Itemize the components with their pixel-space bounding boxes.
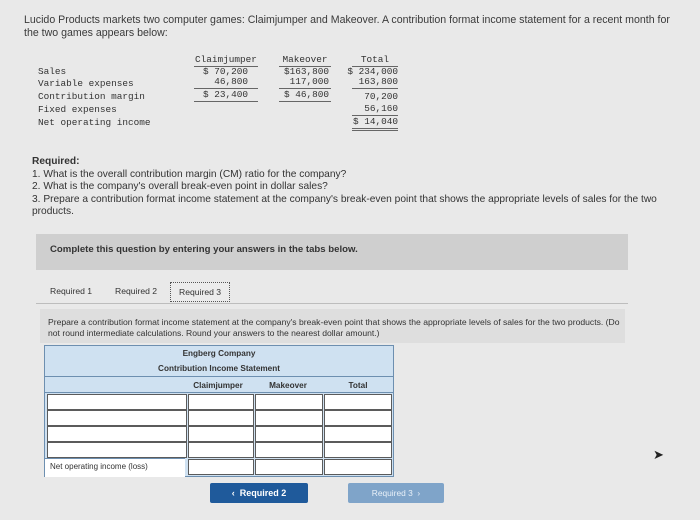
amount-input-3-makeover[interactable] — [255, 426, 323, 442]
amount-input-2-total[interactable] — [324, 410, 392, 426]
amount-input-2-claimjumper[interactable] — [188, 410, 254, 426]
intro-text: Lucido Products markets two computer games: Claimjumper and Makeover. A contribution format income statement for a recent month for the two games appears below: — [24, 14, 670, 39]
col-header-total: Total — [360, 54, 390, 65]
next-button-label: Required 3 — [371, 488, 413, 498]
net-input-claimjumper[interactable] — [188, 459, 254, 475]
required-item-3: 3. Prepare a contribution format income statement at the company's break-even point that shows the appropriate levels of sales for the two products. — [32, 193, 657, 217]
required-item-2: 2. What is the company's overall break-even point in dollar sales? — [32, 181, 328, 192]
company-name: Engberg Company — [182, 349, 256, 358]
row-label-input-2[interactable] — [47, 410, 187, 426]
cell-sales-total: $ 234,000 — [347, 66, 398, 77]
required-item-1: 1. What is the overall contribution margin (CM) ratio for the company? — [32, 168, 347, 180]
cell-variable-claimjumper: 46,800 — [214, 76, 248, 87]
instructions-banner — [36, 234, 628, 270]
amount-input-4-makeover[interactable] — [255, 442, 323, 458]
prev-button-label: Required 2 — [239, 488, 287, 498]
statement-title: Contribution Income Statement — [158, 364, 280, 373]
tab-instructions — [40, 309, 625, 343]
row-label-input-3[interactable] — [47, 426, 187, 442]
row-label-net: Net operating income — [38, 117, 151, 128]
cell-variable-total: 163,800 — [358, 76, 398, 87]
tab-required-1[interactable]: Required 1 — [50, 286, 93, 296]
tab-instructions-text: Prepare a contribution format income statement at the company's break-even point that shows the appropriate levels of sales for the two products. (Do not round intermediate calculations. Round your answers to the nearest dollar amount.) — [48, 317, 620, 338]
amount-input-4-claimjumper[interactable] — [188, 442, 254, 458]
cell-contribution-total: 70,200 — [364, 91, 398, 102]
net-input-makeover[interactable] — [255, 459, 323, 475]
cell-variable-makeover: 117,000 — [289, 76, 329, 87]
amount-input-1-total[interactable] — [324, 394, 392, 410]
amount-input-3-claimjumper[interactable] — [188, 426, 254, 442]
cell-contribution-claimjumper: $ 23,400 — [202, 89, 248, 100]
row-label-sales: Sales — [38, 66, 67, 77]
col-header-claimjumper: Claimjumper — [195, 54, 257, 65]
amount-input-1-claimjumper[interactable] — [188, 394, 254, 410]
tab-required-3[interactable]: Required 3 — [170, 282, 230, 302]
amount-input-1-makeover[interactable] — [255, 394, 323, 410]
cell-sales-makeover: $163,800 — [283, 66, 329, 77]
banner-text: Complete this question by entering your answers in the tabs below. — [50, 244, 358, 255]
col-header-claimjumper-answer: Claimjumper — [193, 381, 243, 390]
row-label-input-1[interactable] — [47, 394, 187, 410]
row-label-variable: Variable expenses — [38, 78, 134, 89]
row-label-input-4[interactable] — [47, 442, 187, 458]
required-heading: Required: — [32, 156, 80, 167]
col-header-makeover-answer: Makeover — [269, 381, 307, 390]
cell-net-total: $ 14,040 — [352, 116, 398, 127]
prev-tab-button[interactable] — [210, 483, 308, 503]
chevron-right-icon: › — [417, 488, 421, 498]
next-tab-button[interactable] — [348, 483, 444, 503]
row-label-fixed: Fixed expenses — [38, 104, 117, 115]
cell-sales-claimjumper: $ 70,200 — [202, 66, 248, 77]
cell-fixed-total: 56,160 — [364, 103, 398, 114]
row-label-contribution: Contribution margin — [38, 91, 145, 102]
amount-input-4-total[interactable] — [324, 442, 392, 458]
tab-required-2[interactable]: Required 2 — [115, 286, 158, 296]
required-section — [32, 156, 682, 219]
amount-input-2-makeover[interactable] — [255, 410, 323, 426]
net-operating-income-label: Net operating income (loss) — [50, 462, 148, 471]
col-header-makeover: Makeover — [282, 54, 328, 65]
net-input-total[interactable] — [324, 459, 392, 475]
cell-contribution-makeover: $ 46,800 — [283, 89, 329, 100]
chevron-left-icon: ‹ — [231, 488, 235, 498]
amount-input-3-total[interactable] — [324, 426, 392, 442]
col-header-total-answer: Total — [348, 381, 368, 390]
answer-table — [44, 345, 394, 477]
mouse-cursor-icon: ➤ — [653, 447, 664, 462]
